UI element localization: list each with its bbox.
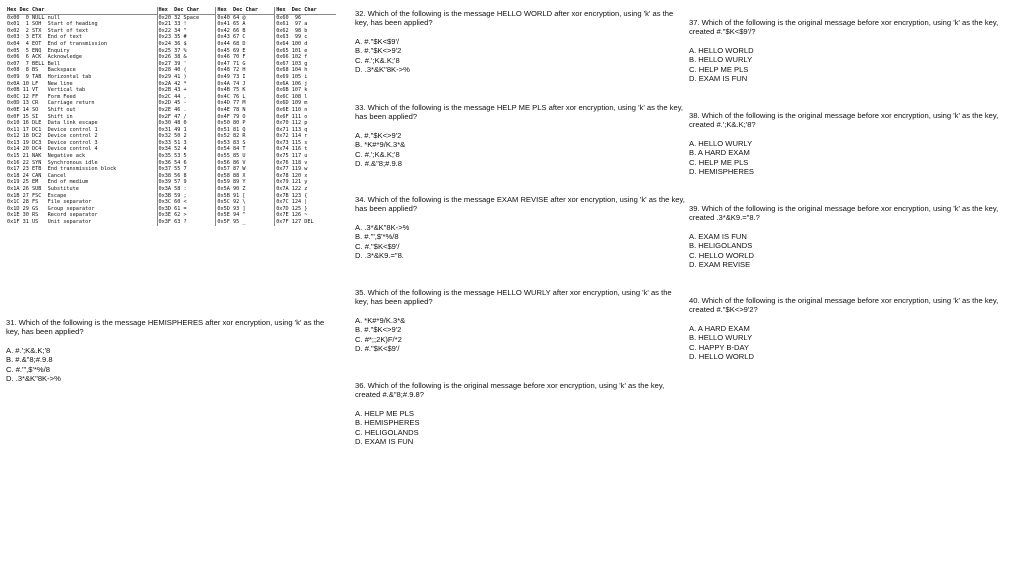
ascii-row: 0x68 104 h bbox=[276, 67, 308, 74]
ascii-row: 0x25 37 % bbox=[158, 47, 187, 54]
ascii-row: 0x05 5 ENQ Enquiry bbox=[7, 47, 70, 54]
ascii-row: 0x2A 42 * bbox=[158, 80, 187, 87]
answer-option: C. HELLO WORLD bbox=[689, 250, 754, 260]
question-40 bbox=[689, 296, 1009, 361]
answer-option: D. #.&"8;#.9.8 bbox=[355, 159, 403, 169]
answer-option: A. .3*&K"8K->% bbox=[355, 222, 410, 232]
ascii-row: 0x24 36 $ bbox=[158, 40, 187, 47]
ascii-row: 0x70 112 p bbox=[276, 120, 308, 127]
ascii-row: 0x4E 78 N bbox=[217, 106, 246, 113]
ascii-row: 0x67 103 g bbox=[276, 60, 308, 67]
ascii-row: 0x5B 91 [ bbox=[217, 192, 246, 199]
ascii-row: 0x43 67 C bbox=[217, 34, 246, 41]
ascii-header: Hex Dec Char bbox=[217, 7, 274, 15]
ascii-row: 0x5C 92 \ bbox=[217, 199, 246, 206]
question-stem: 36. Which of the following is the original message before xor encryption, using 'k' as the key, created #.&"8;#.9.8? bbox=[355, 381, 665, 400]
question-36 bbox=[355, 381, 685, 446]
ascii-row: 0x69 105 i bbox=[276, 73, 308, 80]
ascii-row: 0x2C 44 , bbox=[158, 93, 187, 100]
answer-option: B. HELLO WURLY bbox=[689, 333, 753, 343]
ascii-row: 0x0F 15 SI Shift in bbox=[7, 113, 73, 120]
answer-option: D. HELLO WORLD bbox=[689, 352, 754, 362]
question-37 bbox=[689, 18, 1009, 83]
ascii-row: 0x4A 74 J bbox=[217, 80, 246, 87]
answer-option: B. *K#*9/K.3*& bbox=[355, 140, 406, 150]
ascii-row: 0x4B 75 K bbox=[217, 87, 246, 94]
ascii-row: 0x51 81 Q bbox=[217, 126, 246, 133]
ascii-row: 0x54 84 T bbox=[217, 146, 246, 153]
ascii-row: 0x21 33 ! bbox=[158, 21, 187, 28]
ascii-row: 0x0E 14 SO Shift out bbox=[7, 106, 76, 113]
ascii-row: 0x53 83 S bbox=[217, 139, 246, 146]
ascii-row: 0x4D 77 M bbox=[217, 100, 246, 107]
ascii-row: 0x1C 28 FS File separator bbox=[7, 199, 92, 206]
answer-option: B. HELLO WURLY bbox=[689, 55, 753, 65]
ascii-row: 0x61 97 a bbox=[276, 21, 308, 28]
ascii-row: 0x75 117 u bbox=[276, 153, 308, 160]
question-33 bbox=[355, 103, 685, 168]
ascii-row: 0x79 121 y bbox=[276, 179, 308, 186]
ascii-row: 0x7A 122 z bbox=[276, 186, 308, 193]
question-stem: 37. Which of the following is the original message before xor encryption, using 'k' as the key, created #."$K<$9'/? bbox=[689, 18, 999, 37]
ascii-row: 0x28 40 ( bbox=[158, 67, 187, 74]
ascii-row: 0x1E 30 RS Record separator bbox=[7, 212, 98, 219]
answer-option: C. #."$K<$9'/ bbox=[355, 241, 400, 251]
answer-option: A. #."$K<$9'/ bbox=[355, 36, 400, 46]
question-stem: 34. Which of the following is the message EXAM REVISE after xor encryption, using 'k' as the key, has been applied? bbox=[355, 195, 685, 214]
ascii-row: 0x48 72 H bbox=[217, 67, 246, 74]
ascii-row: 0x3C 60 < bbox=[158, 199, 187, 206]
ascii-row: 0x15 21 NAK Negative ack bbox=[7, 153, 86, 160]
ascii-row: 0x09 9 TAB Horizontal tab bbox=[7, 73, 92, 80]
ascii-header: Hex Dec Char bbox=[7, 7, 157, 15]
answer-option: A. #."$K<>9'2 bbox=[355, 130, 402, 140]
ascii-row: 0x00 0 NULL null bbox=[7, 14, 61, 21]
ascii-header: Hex Dec Char bbox=[159, 7, 216, 15]
ascii-row: 0x07 7 BELL Bell bbox=[7, 60, 61, 67]
question-39 bbox=[689, 204, 1009, 269]
ascii-row: 0x78 120 x bbox=[276, 172, 308, 179]
ascii-row: 0x32 50 2 bbox=[158, 133, 187, 140]
ascii-row: 0x64 100 d bbox=[276, 40, 308, 47]
question-stem: 32. Which of the following is the message HELLO WORLD after xor encryption, using 'k' as the key, has been applied? bbox=[355, 9, 674, 28]
ascii-row: 0x11 17 DC1 Device control 1 bbox=[7, 126, 98, 133]
ascii-row: 0x26 38 & bbox=[158, 54, 187, 61]
answer-option: D. HEMISPHERES bbox=[689, 167, 754, 177]
ascii-row: 0x27 39 ' bbox=[158, 60, 187, 67]
ascii-row: 0x57 87 W bbox=[217, 166, 246, 173]
ascii-row: 0x6E 110 n bbox=[276, 106, 308, 113]
question-38 bbox=[689, 111, 1009, 176]
ascii-row: 0x7B 123 { bbox=[276, 192, 308, 199]
answer-option: B. #.'",$'*%/8 bbox=[355, 232, 399, 242]
ascii-column-lowercase bbox=[274, 7, 336, 226]
question-32 bbox=[355, 9, 685, 74]
ascii-row: 0x22 34 " bbox=[158, 27, 187, 34]
ascii-row: 0x76 118 v bbox=[276, 159, 308, 166]
ascii-row: 0x03 3 ETX End of text bbox=[7, 34, 82, 41]
ascii-row: 0x7E 126 ~ bbox=[276, 212, 308, 219]
answer-option: C. HELIGOLANDS bbox=[355, 427, 419, 437]
answer-option: A. HELP ME PLS bbox=[355, 408, 414, 418]
answer-option: C. #*;;2K)F/*2 bbox=[355, 334, 402, 344]
ascii-row: 0x56 86 V bbox=[217, 159, 246, 166]
ascii-row: 0x1D 29 GS Group separator bbox=[7, 205, 95, 212]
answer-option: C. #.';K&.K;'8 bbox=[355, 55, 400, 65]
ascii-row: 0x3B 59 ; bbox=[158, 192, 187, 199]
answer-option: D. EXAM IS FUN bbox=[355, 437, 414, 447]
ascii-row: 0x14 20 DC4 Device control 4 bbox=[7, 146, 98, 153]
answer-option: D. .3*&K9.="8. bbox=[355, 251, 404, 261]
ascii-row: 0x50 80 P bbox=[217, 120, 246, 127]
ascii-row: 0x3D 61 = bbox=[158, 205, 187, 212]
ascii-row: 0x44 68 D bbox=[217, 40, 246, 47]
ascii-row: 0x7F 127 DEL bbox=[276, 219, 314, 225]
ascii-row: 0x6C 108 l bbox=[276, 93, 308, 100]
question-stem: 35. Which of the following is the message HELLO WURLY after xor encryption, using 'k' as the key, has been applied? bbox=[355, 288, 672, 307]
ascii-row: 0x52 82 R bbox=[217, 133, 246, 140]
ascii-row: 0x31 49 1 bbox=[158, 126, 187, 133]
ascii-row: 0x0B 11 VT Vertical tab bbox=[7, 87, 86, 94]
answer-option: C. HELP ME PLS bbox=[689, 64, 749, 74]
ascii-row: 0x40 64 @ bbox=[217, 14, 246, 21]
answer-option: A. #.';K&.K;'8 bbox=[6, 345, 51, 355]
answer-option: B. #.&"8;#.9.8 bbox=[6, 355, 53, 365]
ascii-row: 0x18 24 CAN Cancel bbox=[7, 172, 67, 179]
ascii-row: 0x19 25 EM End of medium bbox=[7, 179, 89, 186]
ascii-row: 0x20 32 Space bbox=[158, 14, 200, 21]
ascii-row: 0x7C 124 | bbox=[276, 199, 308, 206]
ascii-row: 0x04 4 EOT End of transmission bbox=[7, 40, 107, 47]
answer-option: B. HELIGOLANDS bbox=[689, 241, 753, 251]
ascii-row: 0x0C 12 FF Form Feed bbox=[7, 93, 76, 100]
ascii-row: 0x2D 45 - bbox=[158, 100, 187, 107]
ascii-header: Hex Dec Char bbox=[276, 7, 336, 15]
ascii-row: 0x6A 106 j bbox=[276, 80, 308, 87]
ascii-table bbox=[6, 7, 336, 226]
ascii-row: 0x77 119 w bbox=[276, 166, 308, 173]
question-stem: 39. Which of the following is the original message before xor encryption, using 'k' as the key, created .3*&K9.="8.? bbox=[689, 204, 999, 223]
ascii-row: 0x74 116 t bbox=[276, 146, 308, 153]
ascii-row: 0x58 88 X bbox=[217, 172, 246, 179]
ascii-row: 0x10 16 DLE Data link escape bbox=[7, 120, 98, 127]
question-stem: 38. Which of the following is the original message before xor encryption, using 'k' as the key, created #.';K&.K;'8? bbox=[689, 111, 999, 130]
ascii-row: 0x5E 94 ^ bbox=[217, 212, 246, 219]
ascii-row: 0x13 19 DC3 Device control 3 bbox=[7, 139, 98, 146]
ascii-column-symbols bbox=[157, 7, 216, 226]
ascii-row: 0x3A 58 : bbox=[158, 186, 187, 193]
ascii-row: 0x0A 10 LF New line bbox=[7, 80, 73, 87]
ascii-row: 0x16 22 SYN Synchronous idle bbox=[7, 159, 98, 166]
ascii-row: 0x46 70 F bbox=[217, 54, 246, 61]
ascii-row: 0x33 51 3 bbox=[158, 139, 187, 146]
ascii-row: 0x01 1 SOH Start of heading bbox=[7, 21, 98, 28]
ascii-row: 0x3F 63 ? bbox=[158, 219, 187, 225]
ascii-row: 0x41 65 A bbox=[217, 21, 246, 28]
ascii-row: 0x29 41 ) bbox=[158, 73, 187, 80]
ascii-row: 0x36 54 6 bbox=[158, 159, 187, 166]
answer-option: A. A HARD EXAM bbox=[689, 323, 750, 333]
ascii-row: 0x3E 62 > bbox=[158, 212, 187, 219]
ascii-row: 0x63 99 c bbox=[276, 34, 308, 41]
answer-option: D. EXAM IS FUN bbox=[689, 74, 748, 84]
ascii-row: 0x38 56 8 bbox=[158, 172, 187, 179]
ascii-row: 0x1A 26 SUB Substitute bbox=[7, 186, 79, 193]
ascii-row: 0x17 23 ETB End transmission block bbox=[7, 166, 117, 173]
answer-option: C. #.'",$'*%/8 bbox=[6, 364, 51, 374]
answer-option: C. HELP ME PLS bbox=[689, 157, 749, 167]
answer-option: D. EXAM REVISE bbox=[689, 260, 751, 270]
answer-option: A. EXAM IS FUN bbox=[689, 231, 747, 241]
ascii-row: 0x06 6 ACK Acknowledge bbox=[7, 54, 82, 61]
ascii-row: 0x6D 109 m bbox=[276, 100, 308, 107]
ascii-row: 0x37 55 7 bbox=[158, 166, 187, 173]
ascii-row: 0x1F 31 US Unit separator bbox=[7, 219, 92, 225]
ascii-row: 0x4F 79 O bbox=[217, 113, 246, 120]
ascii-row: 0x45 69 E bbox=[217, 47, 246, 54]
ascii-row: 0x49 73 I bbox=[217, 73, 246, 80]
ascii-row: 0x30 48 0 bbox=[158, 120, 187, 127]
answer-option: D. .3*&K"8K->% bbox=[6, 374, 61, 384]
ascii-row: 0x73 115 s bbox=[276, 139, 308, 146]
ascii-column-control bbox=[6, 7, 157, 226]
answer-option: C. HAPPY B-DAY bbox=[689, 342, 750, 352]
answer-option: D. #."$K<$9'/ bbox=[355, 344, 400, 354]
ascii-row: 0x42 66 B bbox=[217, 27, 246, 34]
answer-option: B. #."$K<>9'2 bbox=[355, 325, 402, 335]
answer-option: B. #."$K<>9'2 bbox=[355, 46, 402, 56]
ascii-row: 0x35 53 5 bbox=[158, 153, 187, 160]
question-34 bbox=[355, 195, 685, 260]
ascii-row: 0x0D 13 CR Carriage return bbox=[7, 100, 95, 107]
answer-option: C. #.';K&.K;'8 bbox=[355, 149, 400, 159]
ascii-row: 0x71 113 q bbox=[276, 126, 308, 133]
ascii-row: 0x6F 111 o bbox=[276, 113, 308, 120]
ascii-row: 0x65 101 e bbox=[276, 47, 308, 54]
ascii-row: 0x5A 90 Z bbox=[217, 186, 246, 193]
ascii-row: 0x7D 125 } bbox=[276, 205, 308, 212]
ascii-row: 0x2E 46 . bbox=[158, 106, 187, 113]
question-stem: 31. Which of the following is the message HEMISPHERES after xor encryption, using 'k' as the key, has been applied? bbox=[6, 318, 325, 337]
question-31 bbox=[6, 318, 328, 383]
ascii-row: 0x23 35 # bbox=[158, 34, 187, 41]
ascii-row: 0x12 18 DC2 Device control 2 bbox=[7, 133, 98, 140]
answer-option: A. HELLO WORLD bbox=[689, 45, 754, 55]
answer-option: B. HEMISPHERES bbox=[355, 418, 420, 428]
ascii-row: 0x72 114 r bbox=[276, 133, 308, 140]
question-stem: 33. Which of the following is the message HELP ME PLS after xor encryption, using 'k' as the key, has been applied? bbox=[355, 103, 684, 122]
ascii-row: 0x2B 43 + bbox=[158, 87, 187, 94]
ascii-row: 0x39 57 9 bbox=[158, 179, 187, 186]
question-stem: 40. Which of the following is the original message before xor encryption, using 'k' as the key, created #."$K<>9'2? bbox=[689, 296, 999, 315]
ascii-row: 0x66 102 f bbox=[276, 54, 308, 61]
answer-option: D. .3*&K"8K->% bbox=[355, 65, 410, 75]
ascii-row: 0x62 98 b bbox=[276, 27, 308, 34]
answer-option: A. HELLO WURLY bbox=[689, 138, 753, 148]
ascii-row: 0x02 2 STX Start of text bbox=[7, 27, 89, 34]
ascii-row: 0x55 85 U bbox=[217, 153, 246, 160]
ascii-row: 0x1B 27 FSC Escape bbox=[7, 192, 67, 199]
ascii-row: 0x6B 107 k bbox=[276, 87, 308, 94]
answer-option: B. A HARD EXAM bbox=[689, 148, 750, 158]
ascii-row: 0x5F 95 _ bbox=[217, 219, 246, 225]
ascii-row: 0x2F 47 / bbox=[158, 113, 187, 120]
ascii-column-uppercase bbox=[215, 7, 274, 226]
ascii-row: 0x34 52 4 bbox=[158, 146, 187, 153]
answer-option: A. *K#*9/K.3*& bbox=[355, 315, 406, 325]
ascii-row: 0x60 96 ` bbox=[276, 14, 308, 21]
ascii-row: 0x5D 93 ] bbox=[217, 205, 246, 212]
ascii-row: 0x59 89 Y bbox=[217, 179, 246, 186]
ascii-row: 0x08 8 BS Backspace bbox=[7, 67, 76, 74]
question-35 bbox=[355, 288, 685, 353]
ascii-row: 0x4C 76 L bbox=[217, 93, 246, 100]
ascii-row: 0x47 71 G bbox=[217, 60, 246, 67]
